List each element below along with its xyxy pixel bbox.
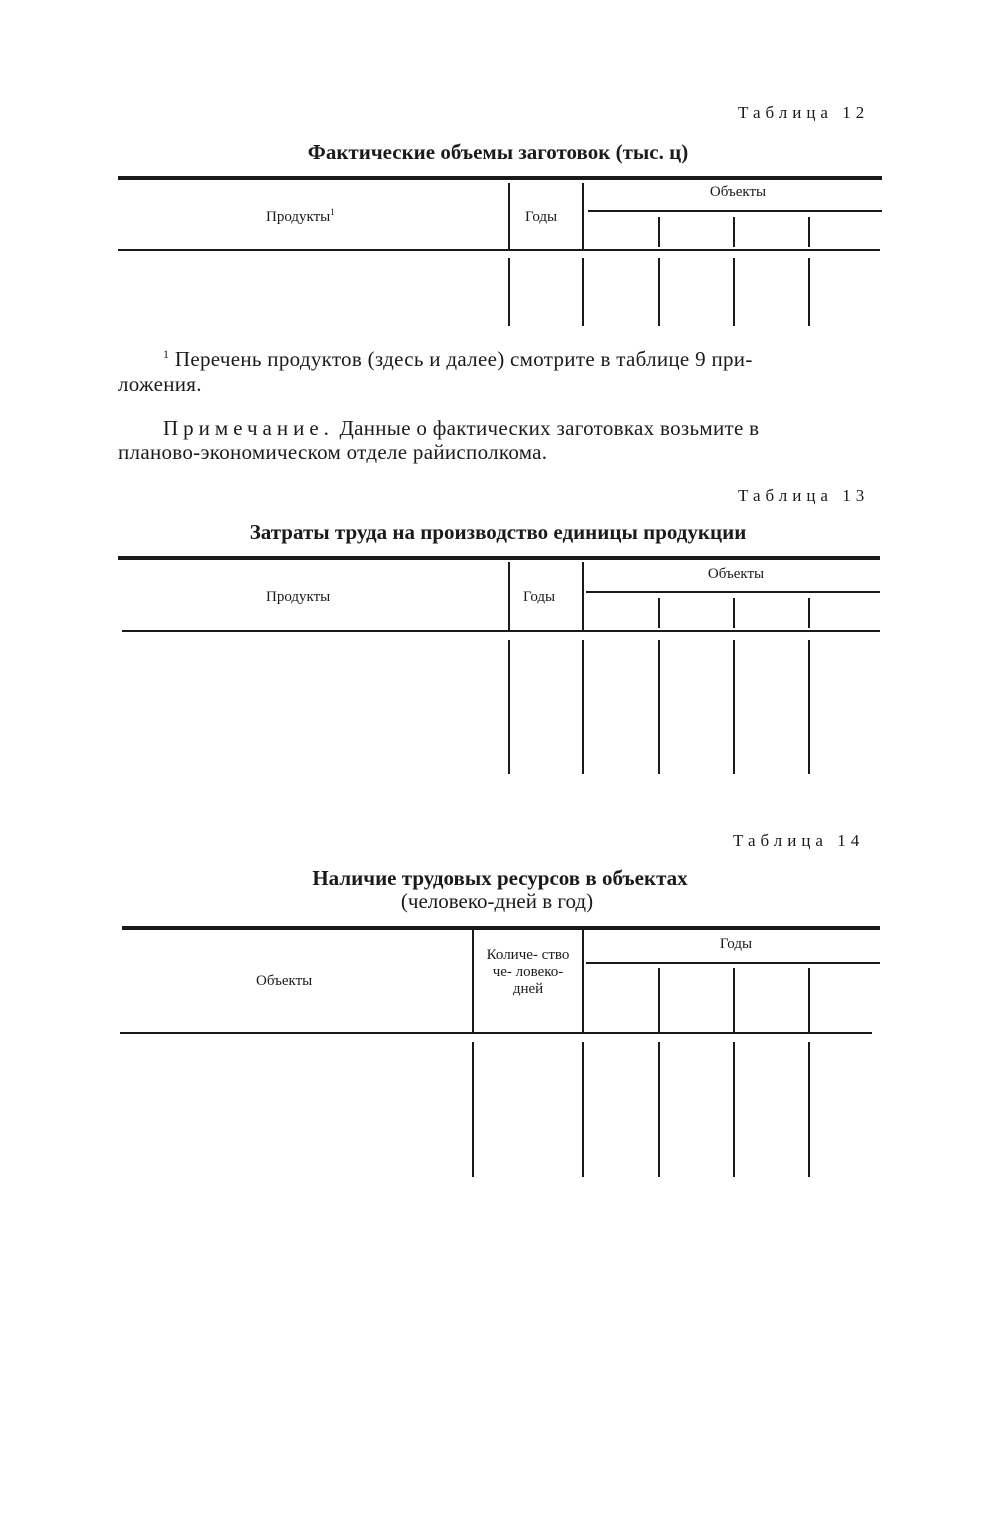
table-14-top-rule — [122, 926, 880, 930]
table-12-top-rule — [118, 176, 882, 180]
table-14-header-count: Количе- ство че- ловеко- дней — [486, 947, 570, 997]
table-13-header-years: Годы — [523, 589, 556, 605]
note-prefix: Примечание. — [163, 416, 334, 440]
table-12-col-divider — [808, 217, 810, 247]
table-13-title: Затраты труда на производство единицы продукции — [249, 520, 747, 544]
table-13-col-divider — [658, 598, 660, 628]
table-14-title: Наличие трудовых ресурсов в объектах — [312, 866, 688, 890]
table-12-body-divider — [658, 258, 660, 326]
table-13-col-divider — [582, 562, 584, 630]
table-13-col-divider — [808, 598, 810, 628]
table-12-col-divider — [733, 217, 735, 247]
table-14-col-divider — [733, 968, 735, 1032]
table-13-label: Таблица 13 — [738, 486, 870, 505]
table-14-body-divider — [733, 1042, 735, 1177]
table-12-col-divider — [658, 217, 660, 247]
table-14-body-divider — [808, 1042, 810, 1177]
table-14-col-divider — [658, 968, 660, 1032]
table-12-header-products: Продукты$^1$ — [266, 207, 335, 225]
table-13-header-objects: Объекты — [707, 566, 765, 582]
table-13-body-divider — [808, 640, 810, 774]
table-12-header-objects: Объекты — [709, 184, 767, 200]
table-12-body-divider — [582, 258, 584, 326]
table-13-body-divider — [508, 640, 510, 774]
table-14-label: Таблица 14 — [733, 831, 865, 850]
table-13-objects-rule — [586, 591, 880, 593]
table-14-col-divider — [808, 968, 810, 1032]
table-13-header-rule — [122, 630, 880, 632]
note-line-1: Примечание. Данные о фактических заготовках возьмите в — [163, 416, 760, 440]
footnote-line-1: $^1$ Перечень продуктов (здесь и далее) смотрите в таблице 9 при- — [163, 347, 753, 371]
table-13-body-divider — [582, 640, 584, 774]
table-14-body-divider — [472, 1042, 474, 1177]
table-12-body-divider — [508, 258, 510, 326]
footnote-line-2: ложения. — [118, 372, 202, 396]
table-12-header-rule — [118, 249, 880, 251]
table-14-col-divider — [472, 930, 474, 1032]
table-14-body-divider — [582, 1042, 584, 1177]
note-line-2: планово-экономическом отделе райисполкома. — [118, 440, 548, 464]
table-12-header-years: Годы — [525, 209, 558, 225]
table-12-col-divider — [508, 183, 510, 249]
table-13-top-rule — [118, 556, 880, 560]
table-14-subtitle: (человеко-дней в год) — [400, 889, 594, 913]
table-13-body-divider — [658, 640, 660, 774]
table-14-body-divider — [658, 1042, 660, 1177]
table-14-header-years: Годы — [719, 936, 753, 952]
table-13-col-divider — [733, 598, 735, 628]
table-13-body-divider — [733, 640, 735, 774]
table-13-col-divider — [508, 562, 510, 630]
table-14-header-objects: Объекты — [256, 973, 313, 989]
table-12-label: Таблица 12 — [738, 103, 870, 122]
table-12-objects-rule — [588, 210, 882, 212]
table-12-body-divider — [808, 258, 810, 326]
table-14-years-rule — [586, 962, 880, 964]
table-12-col-divider — [582, 183, 584, 249]
table-13-header-products: Продукты — [266, 589, 331, 605]
table-14-col-divider — [582, 930, 584, 1032]
table-14-header-rule — [120, 1032, 872, 1034]
table-12-body-divider — [733, 258, 735, 326]
table-12-title: Фактические объемы заготовок (тыс. ц) — [307, 140, 689, 164]
